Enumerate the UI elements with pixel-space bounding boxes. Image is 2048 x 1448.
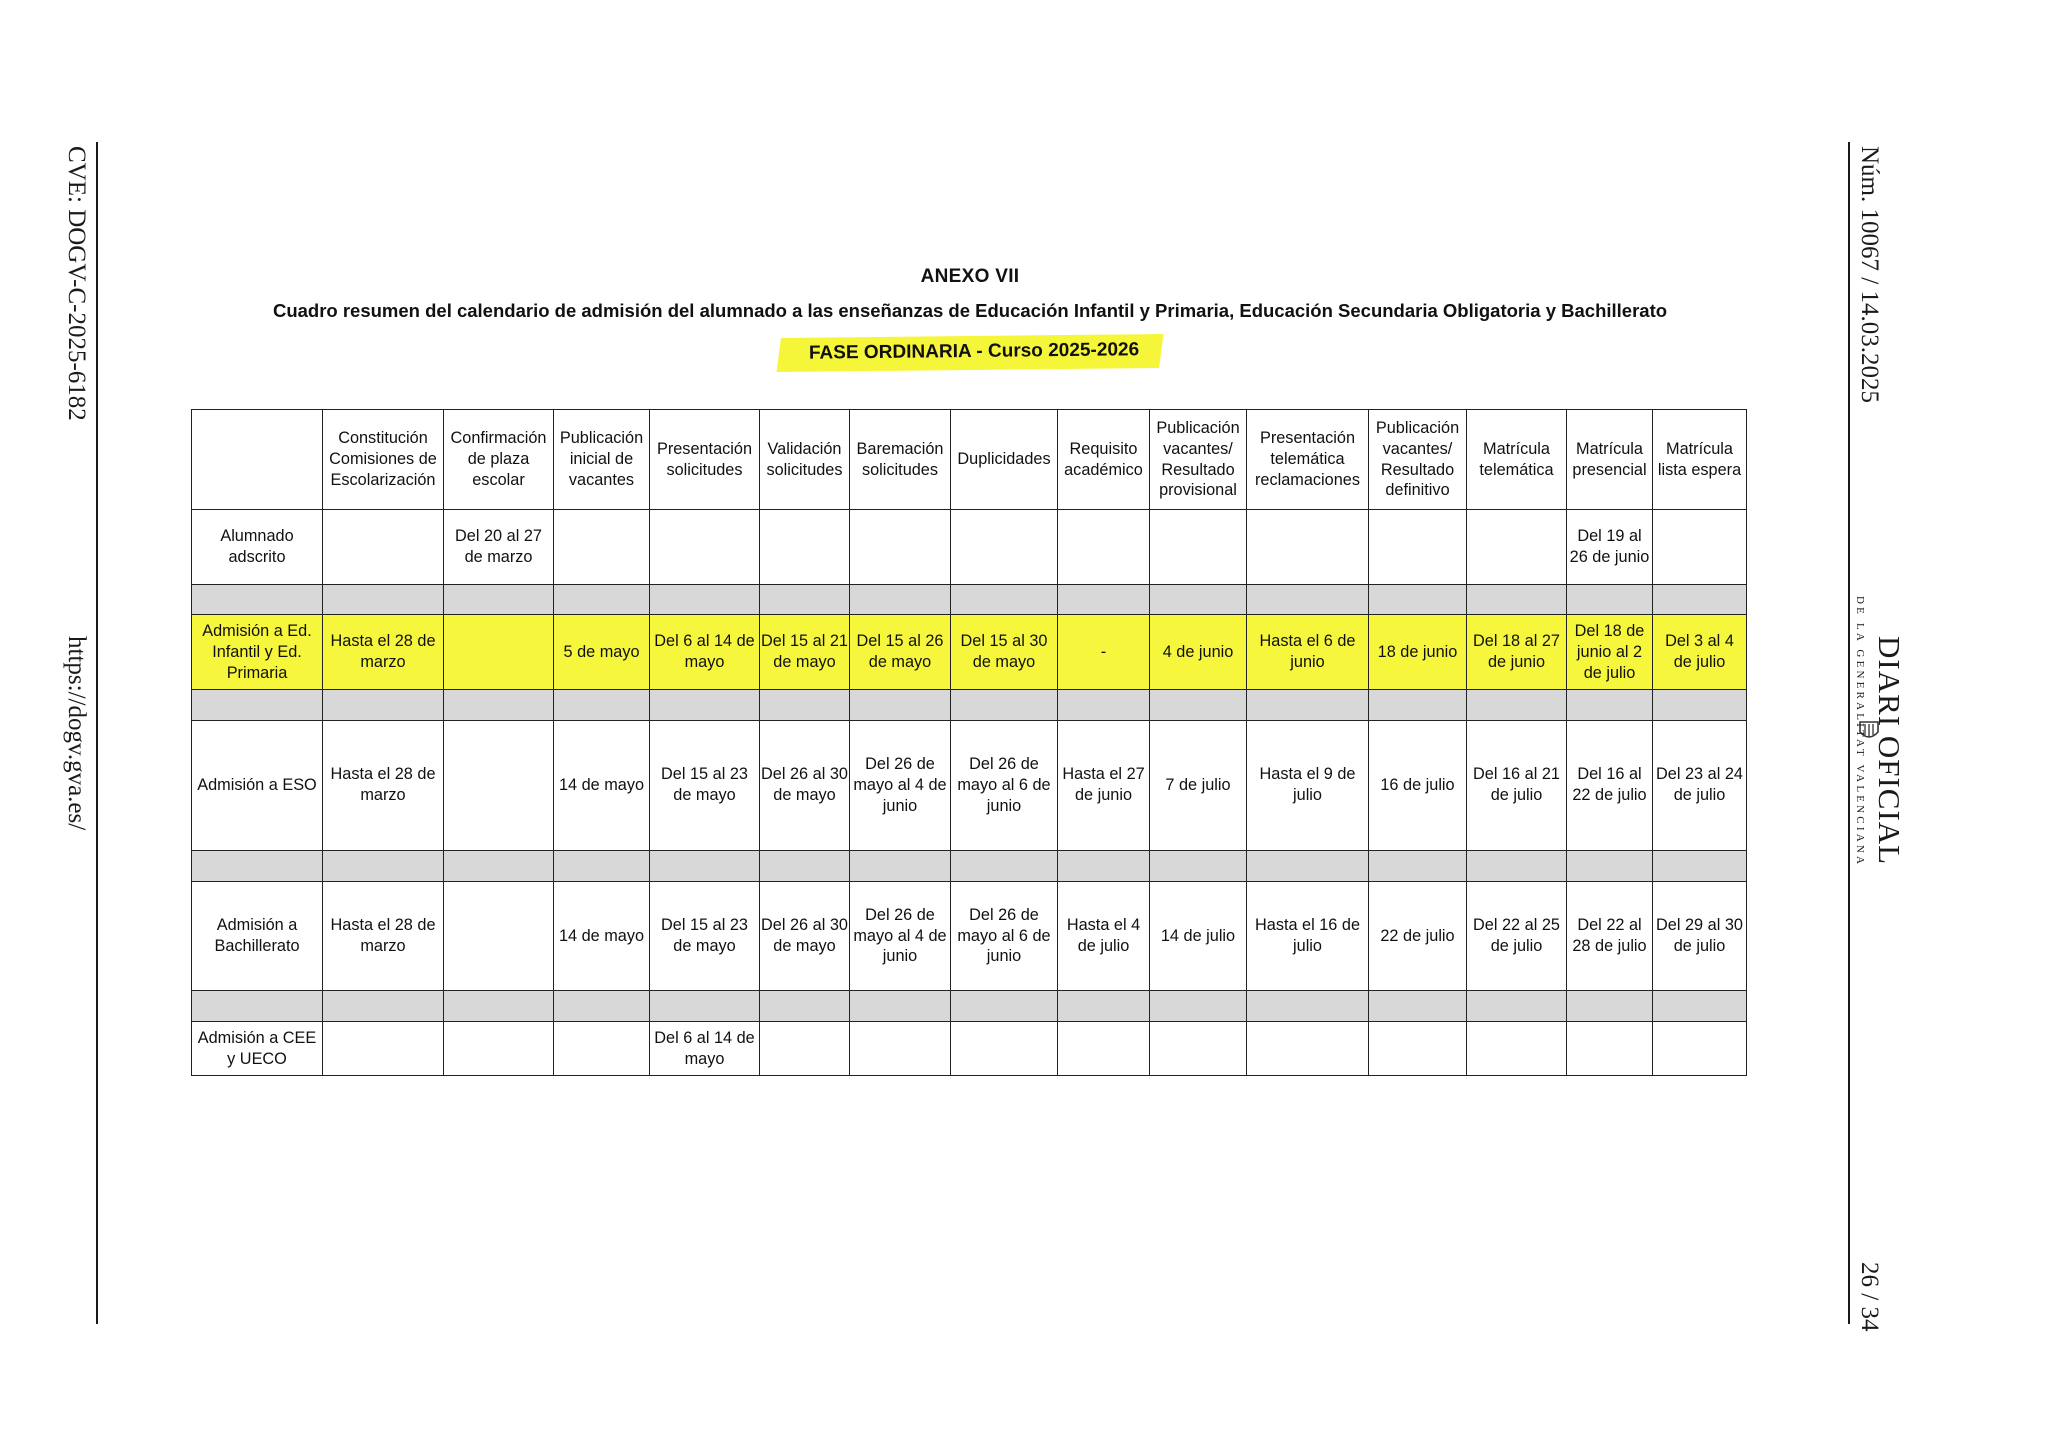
- separator-row: [192, 584, 1747, 615]
- row-label: Admisión a ESO: [192, 720, 323, 850]
- header-cell: Presentación telemática reclamaciones: [1247, 410, 1369, 510]
- header-cell: [192, 410, 323, 510]
- table-cell: Del 22 al 28 de julio: [1567, 881, 1653, 990]
- table-cell: Del 19 al 26 de junio: [1567, 510, 1653, 584]
- cve-identifier: CVE: DOGV-C-2025-6182: [63, 146, 90, 421]
- header-cell: Validación solicitudes: [760, 410, 850, 510]
- table-cell: Hasta el 16 de julio: [1247, 881, 1369, 990]
- separator-row: [192, 689, 1747, 720]
- table-cell: 18 de junio: [1369, 615, 1467, 689]
- document-subtitle: Cuadro resumen del calendario de admisión del alumnado a las enseñanzas de Educación Infantil y Primaria, Educación Secundaria Obligatoria y Bachillerato: [272, 300, 1668, 321]
- table-cell: [951, 1022, 1058, 1076]
- table-cell: [1653, 1022, 1747, 1076]
- table-cell: 7 de julio: [1150, 720, 1247, 850]
- title-block: [0, 266, 1940, 370]
- table-cell: [1247, 510, 1369, 584]
- phase-title-wrap: [0, 336, 1940, 370]
- header-cell: Publicación inicial de vacantes: [554, 410, 650, 510]
- table-header-row: [192, 410, 1747, 510]
- table-cell: -: [1058, 615, 1150, 689]
- table-cell: [1567, 1022, 1653, 1076]
- table-cell: 14 de mayo: [554, 720, 650, 850]
- header-cell: Matrícula lista espera: [1653, 410, 1747, 510]
- table-cell: Del 26 al 30 de mayo: [760, 881, 850, 990]
- table-cell: Hasta el 28 de marzo: [323, 720, 444, 850]
- table-row: [192, 720, 1747, 850]
- highlight-marker: [777, 334, 1164, 372]
- annex-title: ANEXO VII: [920, 266, 1020, 287]
- table-cell: Del 22 al 25 de julio: [1467, 881, 1567, 990]
- table-cell: [1467, 1022, 1567, 1076]
- table-cell: Del 18 al 27 de junio: [1467, 615, 1567, 689]
- dogv-url[interactable]: https://dogv.gva.es/: [63, 636, 90, 831]
- table-cell: [444, 720, 554, 850]
- header-cell: Requisito académico: [1058, 410, 1150, 510]
- table-cell: [554, 510, 650, 584]
- header-cell: Publicación vacantes/ Resultado provisional: [1150, 410, 1247, 510]
- table-cell: Hasta el 4 de julio: [1058, 881, 1150, 990]
- row-label: Admisión a CEE y UECO: [192, 1022, 323, 1076]
- table-cell: Del 23 al 24 de julio: [1653, 720, 1747, 850]
- table-cell: 5 de mayo: [554, 615, 650, 689]
- table-cell: Del 15 al 23 de mayo: [650, 881, 760, 990]
- table-cell: Del 20 al 27 de marzo: [444, 510, 554, 584]
- table-cell: [1247, 1022, 1369, 1076]
- table-cell: Hasta el 28 de marzo: [323, 881, 444, 990]
- table-row: [192, 1022, 1747, 1076]
- table-cell: [760, 1022, 850, 1076]
- table-cell: 16 de julio: [1369, 720, 1467, 850]
- separator-row: [192, 991, 1747, 1022]
- table-cell: [323, 1022, 444, 1076]
- row-label: Alumnado adscrito: [192, 510, 323, 584]
- table-cell: 4 de junio: [1150, 615, 1247, 689]
- table-cell: [444, 615, 554, 689]
- separator-row: [192, 850, 1747, 881]
- header-cell: Presentación solicitudes: [650, 410, 760, 510]
- table-cell: Del 15 al 23 de mayo: [650, 720, 760, 850]
- masthead-title: DIARI OFICIAL: [1872, 636, 1907, 866]
- table-cell: Del 26 de mayo al 6 de junio: [951, 720, 1058, 850]
- table-cell: Del 3 al 4 de julio: [1653, 615, 1747, 689]
- table-cell: 22 de julio: [1369, 881, 1467, 990]
- table-cell: Del 26 de mayo al 6 de junio: [951, 881, 1058, 990]
- header-cell: Constitución Comisiones de Escolarización: [323, 410, 444, 510]
- table-cell: Hasta el 27 de junio: [1058, 720, 1150, 850]
- table-cell: [1369, 1022, 1467, 1076]
- table-cell: 14 de julio: [1150, 881, 1247, 990]
- issue-number-date: Núm. 10067 / 14.03.2025: [1856, 146, 1883, 403]
- header-cell: Matrícula telemática: [1467, 410, 1567, 510]
- table-cell: Del 26 de mayo al 4 de junio: [850, 720, 951, 850]
- masthead-subtitle: DE LA GENERALITAT VALENCIANA: [1854, 596, 1866, 868]
- table-row-highlighted: [192, 615, 1747, 689]
- table-cell: Del 16 al 22 de julio: [1567, 720, 1653, 850]
- table-cell: [554, 1022, 650, 1076]
- table-cell: Del 29 al 30 de julio: [1653, 881, 1747, 990]
- header-cell: Baremación solicitudes: [850, 410, 951, 510]
- header-cell: Publicación vacantes/ Resultado definitivo: [1369, 410, 1467, 510]
- header-cell: Matrícula presencial: [1567, 410, 1653, 510]
- table-cell: Del 26 al 30 de mayo: [760, 720, 850, 850]
- table-cell: [1150, 510, 1247, 584]
- table-cell: [850, 510, 951, 584]
- page-number: 26 / 34: [1856, 1262, 1883, 1332]
- table-cell: [850, 1022, 951, 1076]
- table-cell: Hasta el 6 de junio: [1247, 615, 1369, 689]
- table-cell: Del 15 al 30 de mayo: [951, 615, 1058, 689]
- table-cell: [1467, 510, 1567, 584]
- admission-calendar-table: [191, 409, 1747, 1076]
- table-cell: 14 de mayo: [554, 881, 650, 990]
- table-cell: Del 6 al 14 de mayo: [650, 1022, 760, 1076]
- table-cell: [444, 881, 554, 990]
- table-cell: Hasta el 9 de julio: [1247, 720, 1369, 850]
- table-cell: Del 6 al 14 de mayo: [650, 615, 760, 689]
- table-cell: [1653, 510, 1747, 584]
- phase-title: FASE ORDINARIA - Curso 2025-2026: [808, 339, 1140, 364]
- table-cell: [323, 510, 444, 584]
- table-cell: [444, 1022, 554, 1076]
- table-cell: Del 26 de mayo al 4 de junio: [850, 881, 951, 990]
- generalitat-seal-icon: [1856, 718, 1882, 744]
- header-cell: Duplicidades: [951, 410, 1058, 510]
- table-row: [192, 881, 1747, 990]
- table-cell: [760, 510, 850, 584]
- header-cell: Confirmación de plaza escolar: [444, 410, 554, 510]
- table-cell: [1369, 510, 1467, 584]
- table-cell: Del 15 al 21 de mayo: [760, 615, 850, 689]
- table-cell: [1058, 510, 1150, 584]
- row-label: Admisión a Ed. Infantil y Ed. Primaria: [192, 615, 323, 689]
- table-cell: [1058, 1022, 1150, 1076]
- table-row: [192, 510, 1747, 584]
- table-cell: Del 18 de junio al 2 de julio: [1567, 615, 1653, 689]
- table-cell: Del 16 al 21 de julio: [1467, 720, 1567, 850]
- table-cell: Hasta el 28 de marzo: [323, 615, 444, 689]
- table-cell: [1150, 1022, 1247, 1076]
- table-cell: [650, 510, 760, 584]
- table-cell: Del 15 al 26 de mayo: [850, 615, 951, 689]
- table-cell: [951, 510, 1058, 584]
- row-label: Admisión a Bachillerato: [192, 881, 323, 990]
